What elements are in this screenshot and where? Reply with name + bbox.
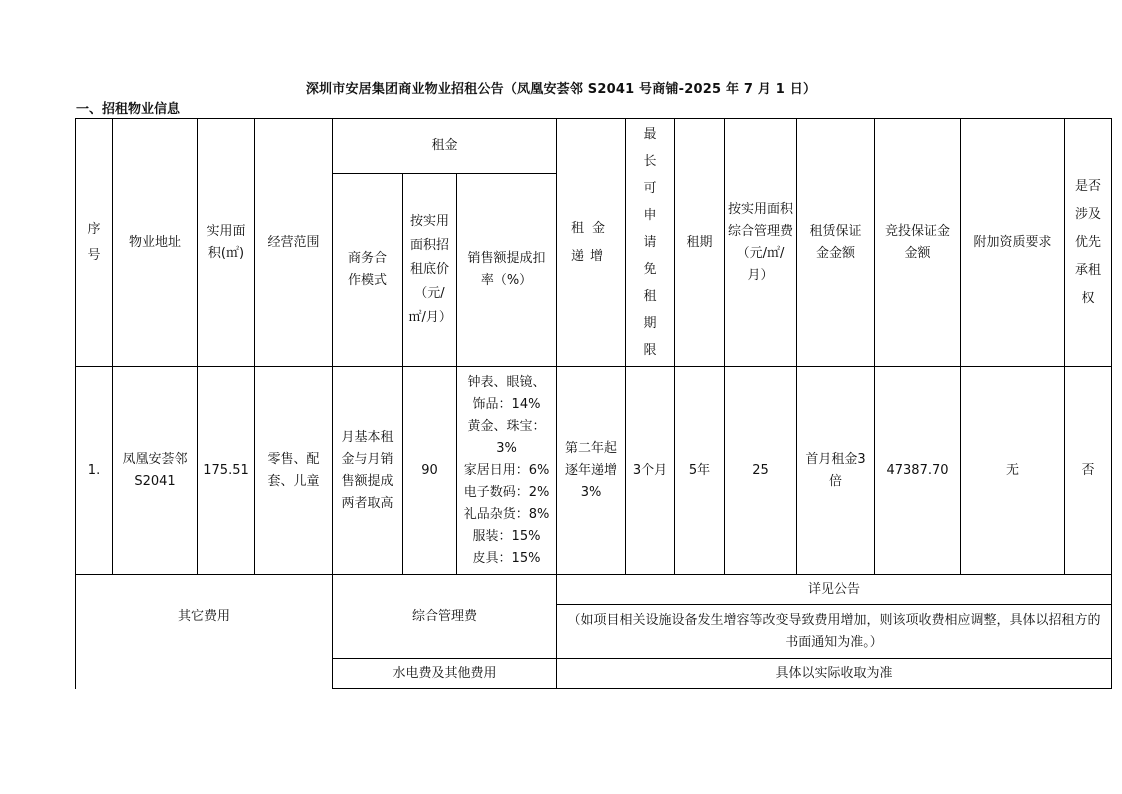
header-base-price: 按实用面积招租底价（元/㎡/月） [403,173,457,366]
cell-bid-deposit: 47387.70 [875,367,961,575]
sales-rate-line: 服装：15% [472,528,541,544]
cell-free-rent: 3个月 [626,367,675,575]
cell-mgmt-fee: 25 [725,367,797,575]
cell-rent-increase: 第二年起逐年递增3% [557,367,626,575]
utility-fee-label: 水电费及其他费用 [333,659,557,689]
sales-rate-line: 礼品杂货：8% [463,506,550,522]
sales-rate-line: 皮具：15% [472,550,541,566]
cell-lease-deposit: 首月租金3倍 [797,367,875,575]
header-address: 物业地址 [113,119,198,367]
sales-rate-line: 3% [496,440,517,456]
header-bid-deposit: 竞投保证金金额 [875,119,961,367]
sales-rate-line: 黄金、珠宝： [467,418,546,434]
header-area: 实用面积(㎡) [198,119,255,367]
cell-priority: 否 [1065,367,1112,575]
header-rent-group: 租金 [333,119,557,174]
cell-address: 凤凰安荟邻S2041 [113,367,198,575]
other-fees-label: 其它费用 [76,575,333,659]
header-sales-rate: 销售额提成扣率（%） [457,173,557,366]
section-heading: 一、招租物业信息 [76,102,181,117]
header-rent-increase: 租金递增 [557,119,626,367]
header-extra-req: 附加资质要求 [961,119,1065,367]
document-title: 深圳市安居集团商业物业招租公告（凤凰安荟邻 S2041 号商铺-2025 年 7 月 1 日） [305,82,817,97]
mgmt-fee-label: 综合管理费 [333,575,557,659]
cell-extra-req: 无 [961,367,1065,575]
utility-fee-note: 具体以实际收取为准 [557,659,1112,689]
sales-rate-line: 电子数码：2% [463,484,550,500]
header-free-rent: 最长可申请免租期限 [626,119,675,367]
header-coop-mode: 商务合作模式 [333,173,403,366]
other-fees-label-continuation [76,659,333,689]
sales-rate-line: 饰品：14% [472,396,541,412]
property-table [75,118,1112,689]
sales-rate-line: 钟表、眼镜、 [467,374,546,390]
header-lease-deposit: 租赁保证金金额 [797,119,875,367]
cell-seq: 1. [76,367,113,575]
header-lease-term: 租期 [675,119,725,367]
header-seq: 序号 [76,119,113,367]
cell-base-price: 90 [403,367,457,575]
header-mgmt-fee: 按实用面积综合管理费（元/㎡/月） [725,119,797,367]
header-scope: 经营范围 [255,119,333,367]
cell-lease-term: 5年 [675,367,725,575]
sales-rate-line: 家居日用：6% [463,462,550,478]
mgmt-fee-note-1: 详见公告 [557,575,1112,605]
header-priority: 是否涉及优先承租权 [1065,119,1112,367]
cell-scope: 零售、配套、儿童 [255,367,333,575]
cell-coop-mode: 月基本租金与月销售额提成两者取高 [333,367,403,575]
mgmt-fee-note-2: （如项目相关设施设备发生增容等改变导致费用增加，则该项收费相应调整，具体以招租方的书面通知为准。） [557,605,1112,659]
cell-sales-rate [457,367,557,575]
cell-area: 175.51 [198,367,255,575]
